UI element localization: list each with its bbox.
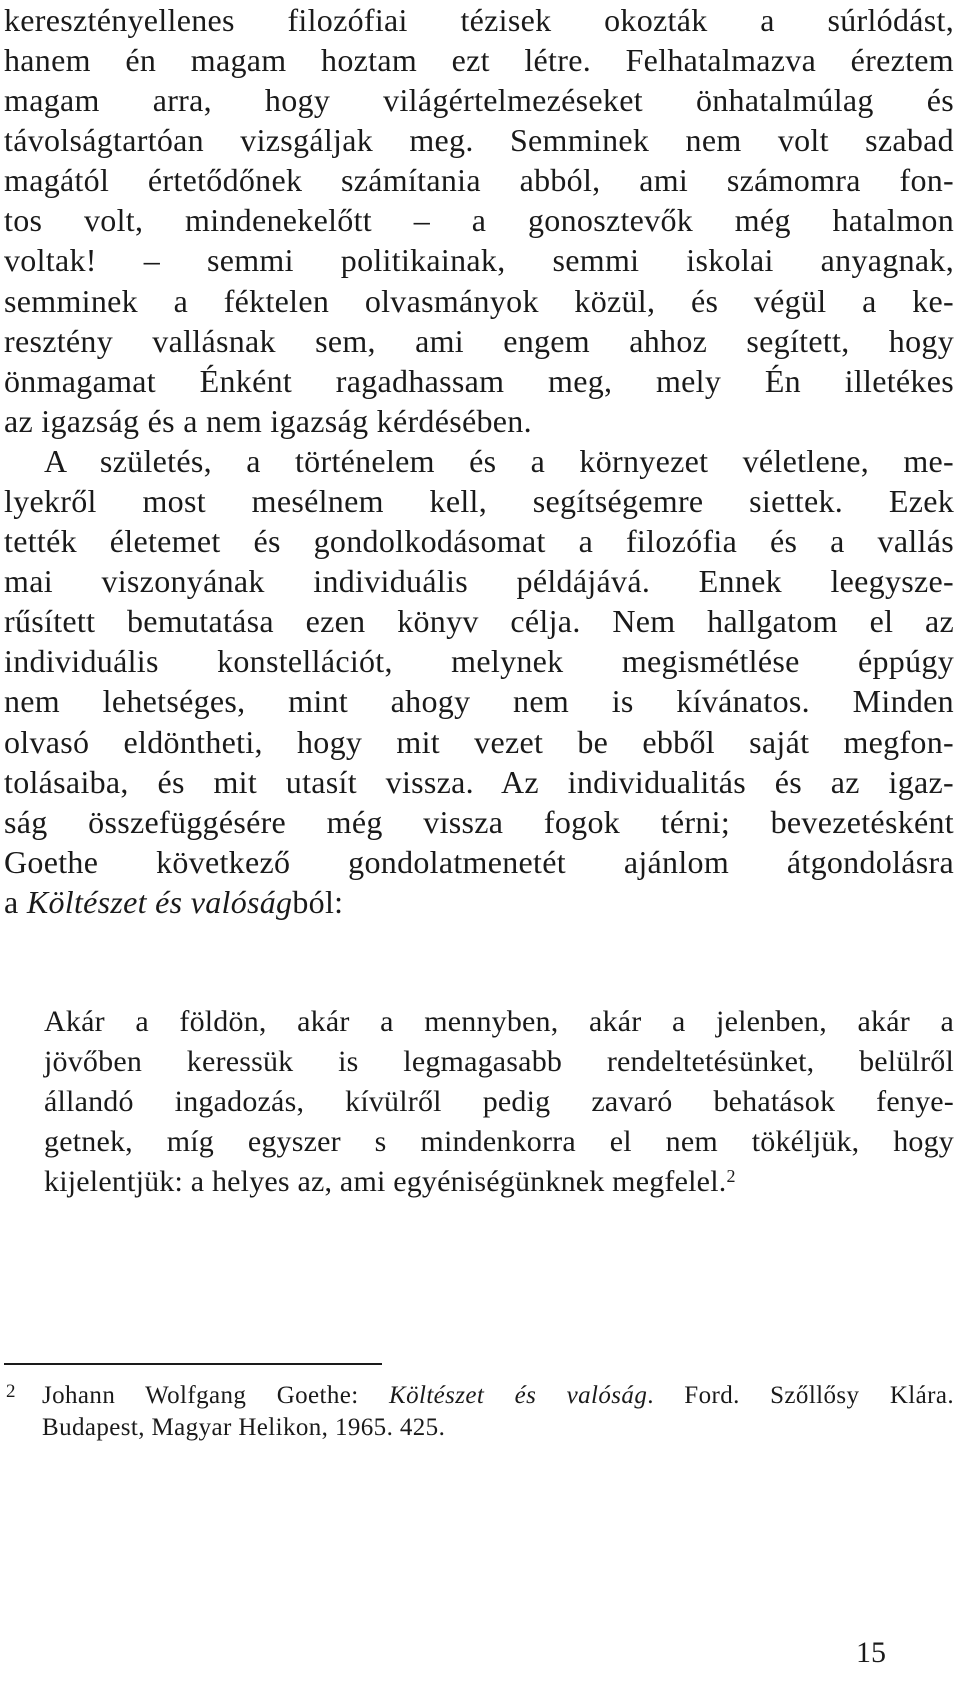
body-line: magától értetődőnek számítania abból, ami számomra fon- [4,162,954,198]
body-line: olvasó eldöntheti, hogy mit vezet be ebből saját megfon- [4,724,954,760]
text-fragment: . Ford. Szőllősy Klára. [647,1382,954,1409]
body-line: lyekről most mesélnem kell, segítségemre siettek. Ezek [4,483,954,519]
footnote-rule [4,1363,382,1365]
body-line: tették életemet és gondolkodásomat a filozófia és a vallás [4,523,954,559]
book-title: Költészet és valóság [26,884,293,920]
body-line: távolságtartóan vizsgáljak meg. Semminek nem volt szabad [4,122,954,158]
body-line: magam arra, hogy világértelmezéseket önhatalmúlag és [4,82,954,118]
quote-line: jövőben keressük is legmagasabb rendeltetésünket, belülről [44,1045,954,1078]
body-line: voltak! – semmi politikainak, semmi iskolai anyagnak, [4,242,954,278]
text-fragment: kijelentjük: a helyes az, ami egyéniségünknek megfelel. [44,1165,727,1198]
body-line: hanem én magam hoztam ezt létre. Felhatalmazva éreztem [4,42,954,78]
body-line: nem lehetséges, mint ahogy nem is kívánatos. Minden [4,683,954,719]
quote-line: állandó ingadozás, kívülről pedig zavaró behatások fenye- [44,1085,954,1118]
footnote-line [42,1380,954,1412]
text-fragment: a [4,884,27,920]
body-line: ság összefüggésére még vissza fogok térni; bevezetésként [4,804,954,840]
footnote-line: Budapest, Magyar Helikon, 1965. 425. [42,1414,446,1441]
body-line: rűsített bemutatása ezen könyv célja. Nem hallgatom el az [4,603,954,639]
footnote-number: 2 [6,1381,16,1402]
body-line: mai viszonyának individuális példájává. Ennek leegysze- [4,563,954,599]
body-line: tos volt, mindenekelőtt – a gonosztevők még hatalmon [4,202,954,238]
text-fragment: ból: [292,884,344,920]
footnote-reference: 2 [726,1166,736,1186]
body-line: keresztényellenes filozófiai tézisek okozták a súrlódást, [4,2,954,38]
paragraph-first-line: A születés, a történelem és a környezet véletlene, me- [44,443,954,479]
body-line: önmagamat Énként ragadhassam meg, mely Én illetékes [4,363,954,399]
text-fragment: Johann Wolfgang Goethe: [42,1382,390,1409]
body-line: tolásaiba, és mit utasít vissza. Az individualitás és az igaz- [4,764,954,800]
body-line: az igazság és a nem igazság kérdésében. [4,403,532,439]
body-line: resztény vallásnak sem, ami engem ahhoz segített, hogy [4,323,954,359]
body-line: Goethe következő gondolatmenetét ajánlom átgondolásra [4,844,954,880]
book-title: Költészet és valóság [389,1382,648,1409]
quote-line: Akár a földön, akár a mennyben, akár a jelenben, akár a [44,1005,954,1038]
quote-line [44,1162,954,1202]
body-line-with-title [4,882,954,922]
body-line: semminek a féktelen olvasmányok közül, és végül a ke- [4,283,954,319]
body-line: individuális konstellációt, melynek megismétlése éppúgy [4,643,954,679]
page-number: 15 [856,1636,886,1669]
quote-line: getnek, míg egyszer s mindenkorra el nem tökéljük, hogy [44,1125,954,1158]
